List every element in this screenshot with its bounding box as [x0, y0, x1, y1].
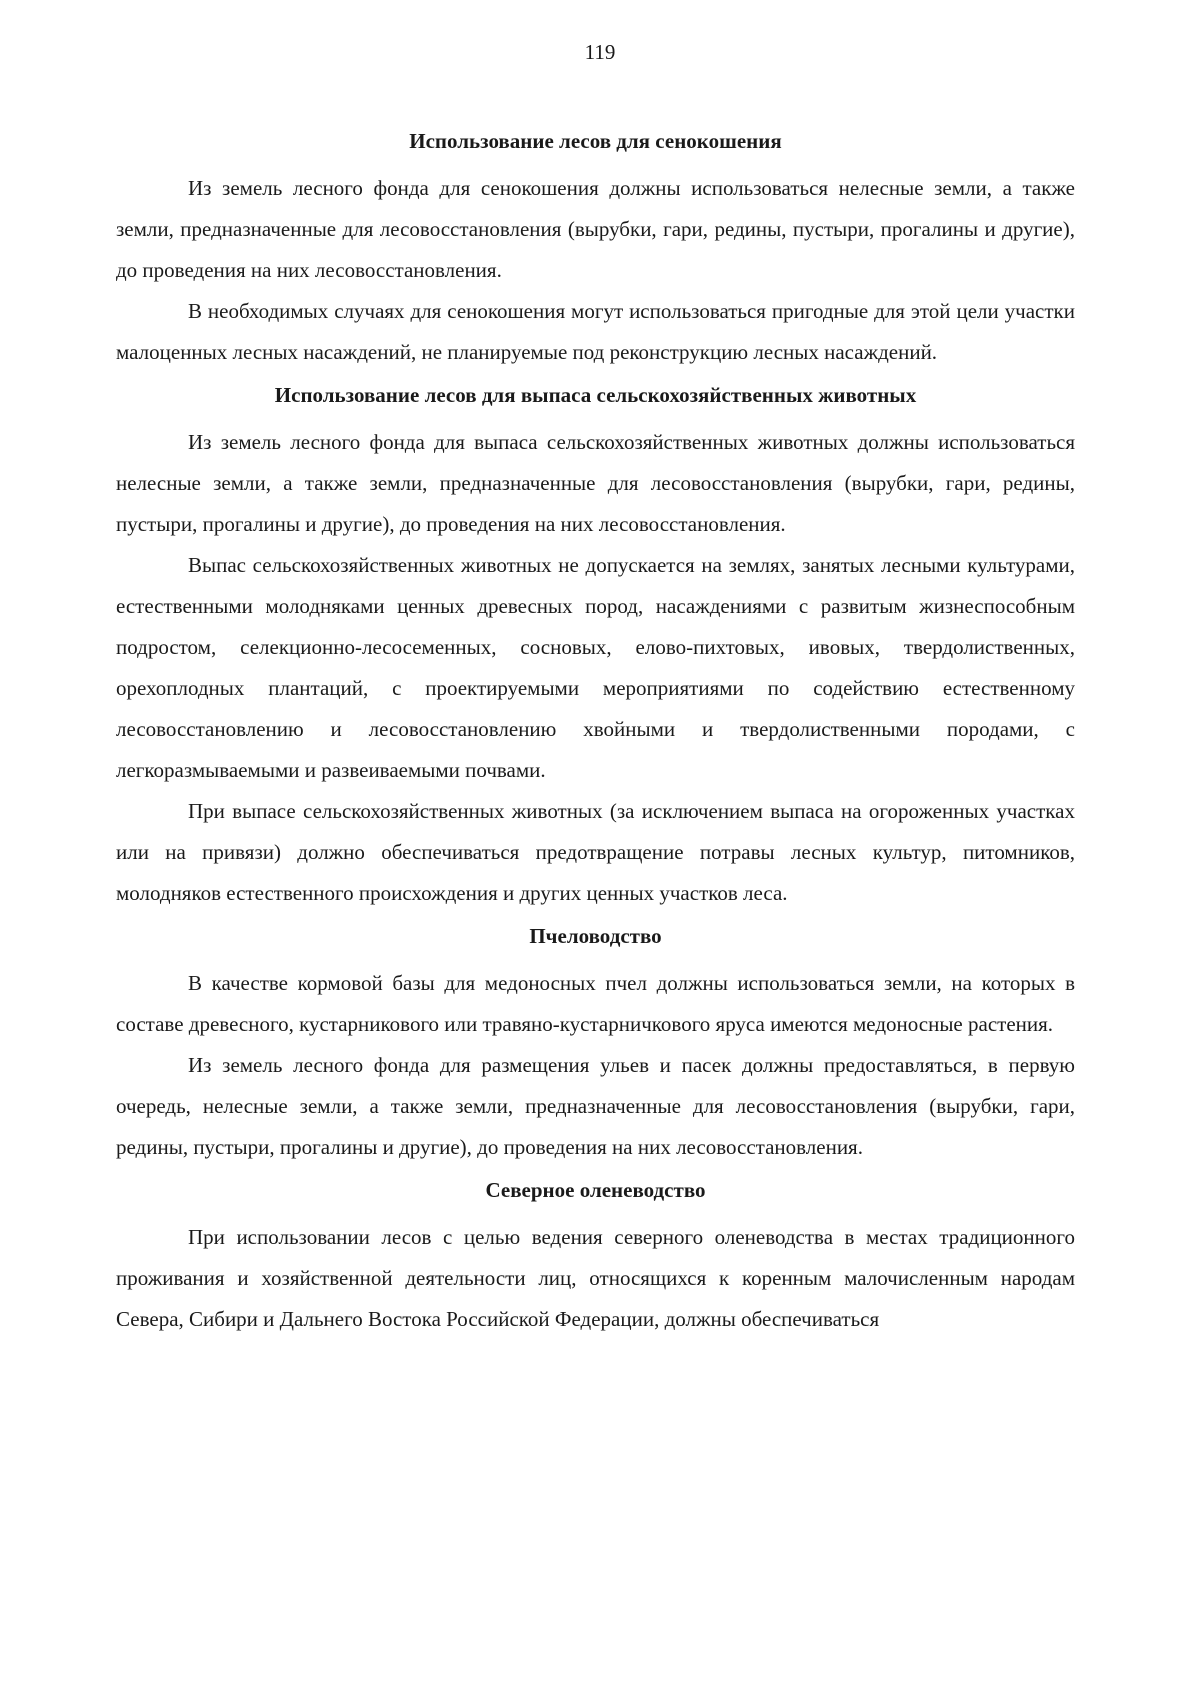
section-heading: Использование лесов для выпаса сельскохозяйственных животных [274, 383, 917, 407]
section-heading: Использование лесов для сенокошения [409, 129, 782, 153]
paragraph: Из земель лесного фонда для сенокошения должны использоваться нелесные земли, а также земли, предназначенные для лесовосстановления (вырубки, гари, редины, пустыри, прогалины и другие), до проведения на них лесовосстановления. [116, 176, 1075, 282]
paragraph: В качестве кормовой базы для медоносных пчел должны использоваться земли, на которых в составе древесного, кустарникового или травяно-кустарничкового яруса имеются медоносные растения. [116, 971, 1075, 1036]
paragraph: При выпасе сельскохозяйственных животных (за исключением выпаса на огороженных участках или на привязи) должно обеспечиваться предотвращение потравы лесных культур, питомников, молодняков естественного происхождения и других ценных участков леса. [116, 799, 1075, 905]
page-content [116, 127, 1075, 1348]
page-number: 119 [584, 40, 616, 64]
section-grazing [116, 381, 1075, 914]
section-reindeer-herding [116, 1176, 1075, 1340]
paragraph: Из земель лесного фонда для размещения ульев и пасек должны предоставляться, в первую очередь, нелесные земли, а также земли, предназначенные для лесовосстановления (вырубки, гари, редины, пустыри, прогалины и другие), до проведения на них лесовосстановления. [116, 1053, 1075, 1159]
paragraph: Из земель лесного фонда для выпаса сельскохозяйственных животных должны использоваться нелесные земли, а также земли, предназначенные для лесовосстановления (вырубки, гари, редины, пустыри, прогалины и другие), до проведения на них лесовосстановления. [116, 430, 1075, 536]
paragraph: В необходимых случаях для сенокошения могут использоваться пригодные для этой цели участки малоценных лесных насаждений, не планируемые под реконструкцию лесных насаждений. [116, 299, 1075, 364]
paragraph: При использовании лесов с целью ведения северного оленеводства в местах традиционного проживания и хозяйственной деятельности лиц, относящихся к коренным малочисленным народам Севера, Сибири и Дальнего Востока Российской Федерации, должны обеспечиваться [116, 1225, 1075, 1331]
section-haymaking [116, 127, 1075, 373]
paragraph: Выпас сельскохозяйственных животных не допускается на землях, занятых лесными культурами, естественными молодняками ценных древесных пород, насаждениями с развитым жизнеспособным подростом, селекционно-лесосеменных, сосновых, елово-пихтовых, ивовых, твердолиственных, орехоплодных плантаций, с проектируемыми мероприятиями по содействию естественному лесовосстановлению и лесовосстановлению хвойными и твердолиственными породами, с легкоразмываемыми и развеиваемыми почвами. [116, 553, 1075, 782]
section-heading: Пчеловодство [529, 924, 662, 948]
section-beekeeping [116, 922, 1075, 1168]
section-heading: Северное оленеводство [485, 1178, 706, 1202]
